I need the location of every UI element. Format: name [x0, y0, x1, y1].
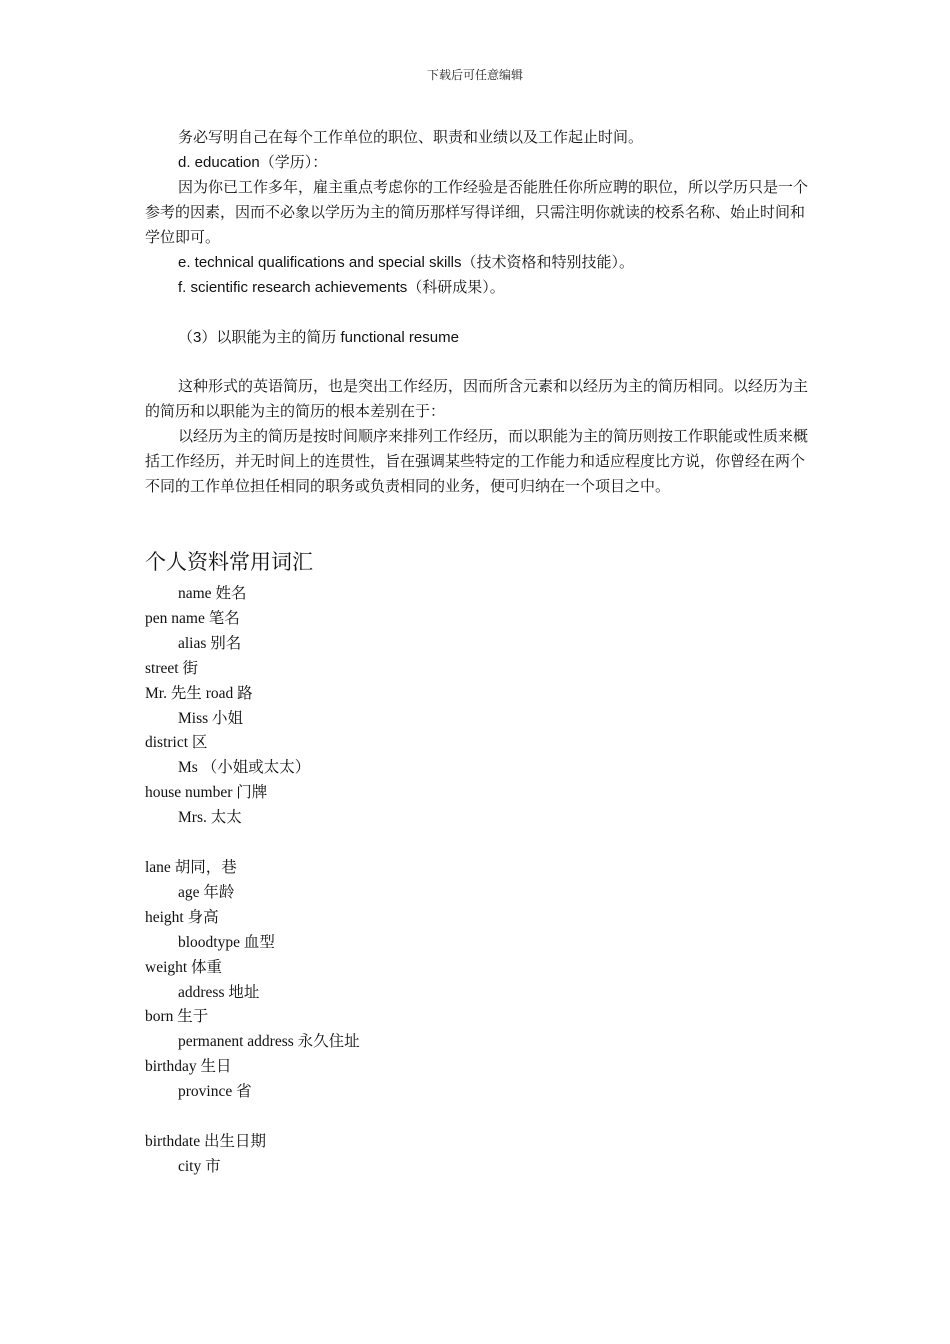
vocab-item: address 地址	[178, 983, 260, 1001]
vocab-item: birthdate 出生日期	[145, 1132, 266, 1150]
vocab-item: Mr. 先生 road 路	[145, 684, 253, 702]
vocab-item: weight 体重	[145, 958, 223, 976]
subheading-functional-resume: （3）以职能为主的简历 functional resume	[178, 329, 459, 346]
item-technical-qualifications: e. technical qualifications and special skills（技术资格和特别技能）。	[178, 254, 634, 271]
vocab-item: Mrs. 太太	[178, 809, 242, 827]
vocab-heading: 个人资料常用词汇	[145, 550, 313, 574]
vocab-item: permanent address 永久住址	[178, 1033, 360, 1051]
vocab-item: birthday 生日	[145, 1058, 232, 1076]
vocab-item: alias 别名	[178, 634, 242, 652]
vocab-item: street 街	[145, 659, 198, 677]
page-header: 下载后可任意编辑	[426, 68, 523, 82]
item-research-achievements: f. scientific research achievements（科研成果）。	[178, 279, 505, 296]
vocab-item: province 省	[178, 1083, 252, 1101]
vocab-item: name 姓名	[178, 585, 247, 602]
blank-line	[145, 831, 810, 856]
vocab-item: pen name 笔名	[145, 609, 240, 627]
vocab-item: age 年龄	[178, 883, 235, 901]
paragraph-education: 因为你已工作多年，雇主重点考虑你的工作经验是否能胜任你所应聘的职位，所以学历只是一个参考的因素，因而不必象以学历为主的简历那样写得详细，只需注明你就读的校系名称、始止时间和学位即可。	[145, 178, 809, 246]
vocab-item: Miss 小姐	[178, 709, 244, 727]
spacer	[145, 300, 810, 325]
spacer	[145, 499, 810, 547]
vocab-item: house number 门牌	[145, 784, 268, 802]
vocab-item: lane 胡同，巷	[145, 858, 237, 876]
paragraph-functional-difference: 以经历为主的简历是按时间顺序来排列工作经历，而以职能为主的简历则按工作职能或性质来概括工作经历，并无时间上的连贯性，旨在强调某些特定的工作能力和适应程度比方说，你曾经在两个不同的工作单位担任相同的职务或负责相同的业务，便可归纳在一个项目之中。	[145, 427, 809, 495]
document-body	[145, 125, 810, 1180]
vocab-item: bloodtype 血型	[178, 933, 275, 951]
vocab-item: district 区	[145, 734, 208, 752]
paragraph-functional-intro: 这种形式的英语简历，也是突出工作经历，因而所含元素和以经历为主的简历相同。以经历为主的简历和以职能为主的简历的根本差别在于：	[145, 377, 809, 420]
blank-line	[145, 1105, 810, 1130]
item-education-label: d. education（学历）：	[178, 154, 328, 171]
vocab-item: height 身高	[145, 908, 219, 926]
vocab-item: city 市	[178, 1157, 221, 1175]
vocab-item: Ms （小姐或太太）	[178, 759, 311, 777]
spacer	[145, 350, 810, 375]
vocab-list	[145, 582, 810, 1180]
vocab-item: born 生于	[145, 1008, 209, 1026]
paragraph-work-duties: 务必写明自己在每个工作单位的职位、职责和业绩以及工作起止时间。	[178, 128, 644, 146]
